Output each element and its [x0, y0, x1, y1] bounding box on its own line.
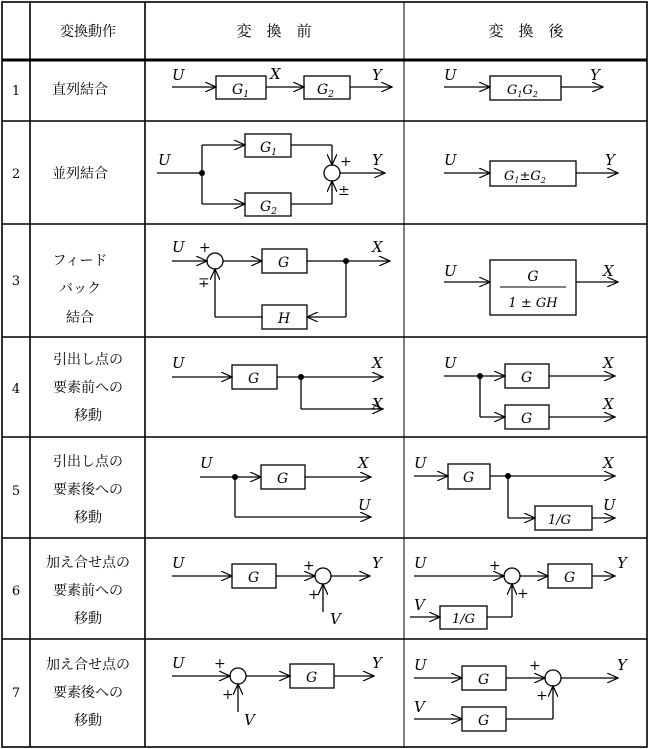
block-label: G: [527, 269, 539, 285]
block-label: G: [463, 470, 475, 486]
signal-label: U: [172, 238, 185, 256]
signal-label: X: [603, 395, 614, 413]
row-number: 1: [11, 84, 21, 99]
sign-label: +: [536, 688, 548, 704]
block-label: G: [277, 471, 289, 487]
signal-label: Y: [372, 654, 382, 672]
signal-label: Y: [372, 554, 382, 572]
branch-point: [343, 258, 349, 264]
operation-name: 移動: [74, 408, 102, 424]
sign-label: +: [340, 154, 352, 170]
diagram-takeoff-after-block-after: [414, 464, 615, 530]
block-label: 1/G: [452, 612, 476, 627]
operation-name: 結合: [66, 310, 94, 326]
operation-name: 移動: [74, 713, 102, 729]
branch-point: [298, 374, 304, 380]
diagram-summing-before-block-before: [172, 564, 370, 612]
diagram-summing-after-block-before: [172, 664, 374, 712]
sign-label: +: [214, 656, 226, 672]
block-label: G: [521, 411, 533, 427]
branch-point: [505, 473, 511, 479]
block-label: 1/G: [548, 513, 572, 528]
signal-label: X: [270, 65, 281, 83]
block-label: 1 ± GH: [508, 296, 558, 311]
signal-label: V: [244, 711, 255, 729]
operation-name: 引出し点の: [53, 352, 123, 368]
operation-name: 移動: [74, 510, 102, 526]
signal-label: Y: [605, 151, 615, 169]
operation-name: 加え合せ点の: [46, 657, 130, 673]
block-label: $G_1$: [260, 140, 277, 158]
signal-label: U: [414, 656, 427, 674]
summing-point: [315, 568, 331, 584]
summing-point: [324, 165, 340, 181]
diagram-takeoff-before-block-before: [172, 365, 383, 409]
signal-label: U: [172, 654, 185, 672]
operation-name: 並列結合: [52, 166, 108, 182]
sign-label: +: [303, 558, 315, 574]
signal-label: V: [330, 610, 341, 628]
operation-name: 引出し点の: [53, 454, 123, 470]
row-number: 2: [11, 167, 21, 182]
signal-label: Y: [372, 151, 382, 169]
row-number: 5: [11, 484, 21, 499]
signal-label: U: [444, 66, 457, 84]
signal-label: U: [158, 151, 171, 169]
header-operation: 変換動作: [60, 24, 116, 40]
header-before: 変 換 前: [236, 22, 312, 40]
operation-name: 要素後への: [53, 482, 123, 498]
branch-point: [477, 373, 483, 379]
block-label: $G_1$: [232, 82, 249, 100]
row-numbers: [12, 84, 20, 701]
sign-label: +: [529, 658, 541, 674]
summing-point: [545, 670, 561, 686]
block-label: G: [248, 371, 260, 387]
row-number: 3: [11, 274, 21, 289]
summing-point: [504, 568, 520, 584]
signal-label: U: [358, 496, 371, 514]
signal-label: X: [372, 395, 383, 413]
block-label: $G_2$: [260, 199, 277, 217]
diagram-labels: [158, 65, 629, 729]
block-label: G: [564, 570, 576, 586]
sign-label: ∓: [198, 275, 210, 291]
sign-label: +: [489, 558, 501, 574]
block-label: H: [278, 311, 291, 327]
operation-name: フィード: [52, 253, 108, 269]
signal-label: U: [172, 554, 185, 572]
operation-name: 要素前への: [53, 583, 123, 599]
signal-label: Y: [590, 66, 600, 84]
branch-point: [199, 170, 205, 176]
sign-label: +: [517, 586, 529, 602]
block-label: G: [521, 370, 533, 386]
signal-label: U: [603, 496, 616, 514]
signal-label: U: [444, 151, 457, 169]
block-label: G: [306, 670, 318, 686]
branch-point: [232, 474, 238, 480]
signal-label: V: [414, 596, 425, 614]
row-number: 7: [11, 686, 21, 701]
signal-label: U: [200, 454, 213, 472]
table-grid: [2, 2, 647, 747]
signal-label: X: [358, 454, 369, 472]
operation-names: [46, 82, 130, 729]
signal-label: Y: [617, 656, 627, 674]
diagrams: [157, 76, 618, 731]
signal-label: U: [172, 66, 185, 84]
operation-name: 要素前への: [53, 380, 123, 396]
signal-label: V: [414, 698, 425, 716]
row-number: 4: [11, 382, 21, 397]
signal-label: U: [444, 354, 457, 372]
table-header: [60, 22, 564, 40]
block-label: $G_2$: [317, 82, 334, 100]
signal-label: X: [603, 454, 614, 472]
block-label: $G_1G_2$: [507, 83, 538, 99]
sign-label: +: [199, 240, 211, 256]
signal-label: X: [603, 354, 614, 372]
row-number: 6: [11, 584, 21, 599]
signal-label: U: [444, 262, 457, 280]
block-label: G: [478, 672, 490, 688]
signal-label: Y: [372, 66, 382, 84]
operation-name: 要素後への: [53, 685, 123, 701]
header-after: 変 換 後: [488, 22, 564, 40]
signal-label: U: [414, 554, 427, 572]
operation-name: 直列結合: [52, 82, 108, 98]
sign-label: +: [308, 587, 320, 603]
signal-label: X: [372, 238, 383, 256]
diagram-summing-before-block-after: [410, 564, 615, 629]
operation-name: バック: [59, 281, 101, 297]
block-label: G: [278, 255, 290, 271]
signal-label: U: [172, 354, 185, 372]
block-label: G: [248, 570, 260, 586]
sign-label: +: [222, 687, 234, 703]
operation-name: 移動: [74, 611, 102, 627]
block-label: G: [478, 713, 490, 729]
signal-label: X: [372, 354, 383, 372]
summing-point: [230, 668, 246, 684]
sign-label: ±: [338, 183, 350, 199]
diagram-series-before: [172, 76, 392, 99]
signal-label: U: [414, 454, 427, 472]
operation-name: 加え合せ点の: [46, 555, 130, 571]
diagram-summing-after-block-after: [414, 666, 618, 731]
signal-label: Y: [617, 554, 627, 572]
block-label: $G_1\pm G_2$: [504, 169, 546, 185]
signal-label: X: [603, 262, 614, 280]
